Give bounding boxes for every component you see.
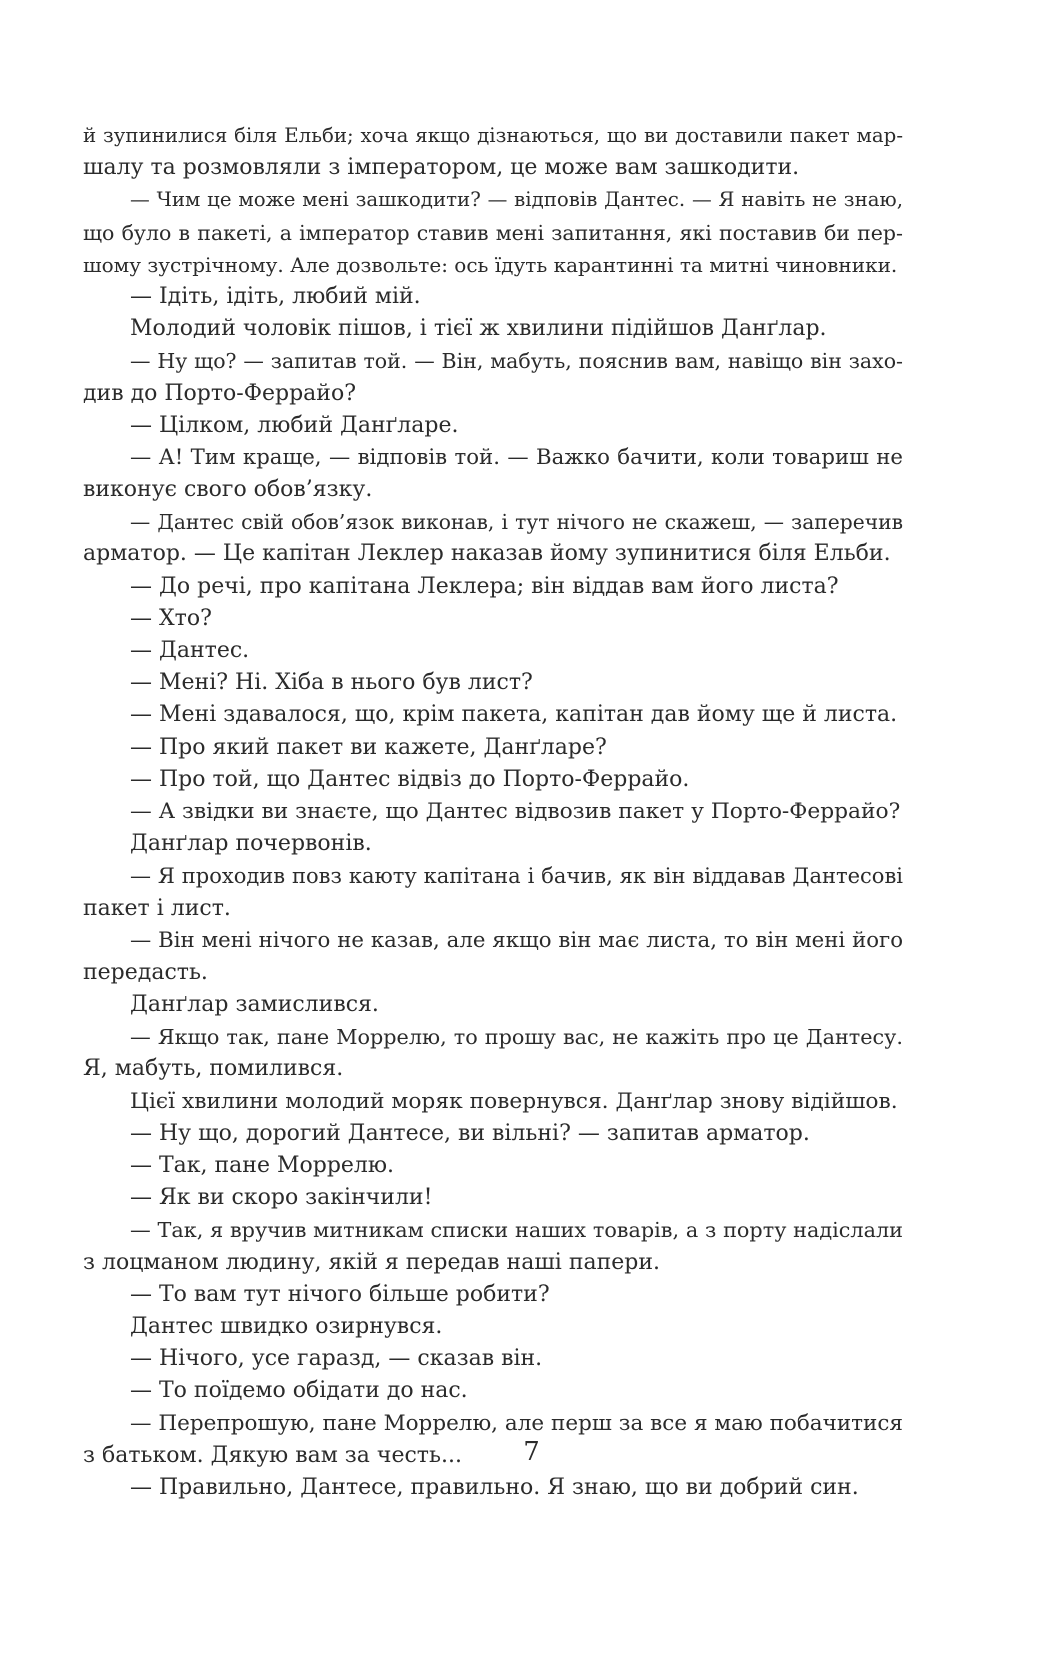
text-line: — Ідіть, ідіть, любий мій. [130, 283, 421, 309]
body-text [83, 120, 903, 1504]
page-number: 7 [523, 1437, 540, 1467]
text-line: — А звідки ви знаєте, що Дантес відвозив пакет у Порто-Феррайо? [130, 798, 901, 824]
text-line: — Нічого, усе гаразд, — сказав він. [130, 1346, 543, 1372]
text-line: — То вам тут нічого більше робити? [130, 1281, 550, 1307]
text-line: — Про який пакет ви кажете, Данґларе? [130, 734, 607, 760]
text-line: передасть. [83, 959, 208, 985]
text-line: Цієї хвилини молодий моряк повернувся. Данґлар знову відійшов. [130, 1088, 898, 1114]
text-line: — Перепрошую, пане Моррелю, але перш за все я маю побачитися [130, 1410, 903, 1436]
text-line: — Я проходив повз каюту капітана і бачив, як він віддавав Дантесові [130, 864, 903, 889]
text-line: — Так, пане Моррелю. [130, 1153, 395, 1178]
text-line: Данґлар замислився. [130, 992, 379, 1018]
text-line: — До речі, про капітана Леклера; він віддав вам його листа? [130, 573, 839, 599]
text-line: — Так, я вручив митникам списки наших товарів, а з порту надіслали [130, 1218, 903, 1243]
text-line: з лоцманом людину, якій я передав наші папери. [83, 1249, 661, 1275]
text-line: — Ну що? — запитав той. — Він, мабуть, пояснив вам, навіщо він захо- [130, 349, 903, 374]
text-line: з батьком. Дякую вам за честь... [83, 1442, 462, 1468]
text-line: див до Порто-Феррайо? [83, 380, 357, 406]
text-line: — Цілком, любий Данґларе. [130, 412, 459, 438]
text-line: що було в пакеті, а імператор ставив мені запитання, які поставив би пер- [83, 220, 903, 245]
text-line: — То поїдемо обідати до нас. [130, 1378, 468, 1404]
text-line: Я, мабуть, помилився. [83, 1056, 344, 1082]
text-line: — Мені здавалося, що, крім пакета, капітан дав йому ще й листа. [130, 702, 898, 728]
text-line: — Чим це може мені зашкодити? — відповів Дантес. — Я навіть не знаю, [130, 188, 903, 212]
text-line: — Хто? [130, 605, 212, 631]
text-line: арматор. — Це капітан Леклер наказав йому зупинитися біля Ельби. [83, 541, 891, 567]
text-line: — Дантес свій обов’язок виконав, і тут нічого не скажеш, — заперечив [130, 510, 903, 535]
text-line: — Мені? Ні. Хіба в нього був лист? [130, 670, 533, 696]
text-line: — Він мені нічого не казав, але якщо він має листа, то він мені його [130, 927, 903, 953]
text-line: — Правильно, Дантесе, правильно. Я знаю, що ви добрий син. [130, 1474, 859, 1500]
text-line: Молодий чоловік пішов, і тієї ж хвилини підійшов Данґлар. [130, 316, 827, 342]
text-line: — Як ви скоро закінчили! [130, 1185, 433, 1211]
text-line: шому зустрічному. Але дозвольте: ось їдуть карантинні та митні чиновники. [83, 252, 898, 277]
text-line: — Дантес. [130, 638, 250, 663]
text-line: шалу та розмовляли з імператором, це може вам зашкодити. [83, 155, 800, 181]
text-line: — Ну що, дорогий Дантесе, ви вільні? — запитав арматор. [130, 1120, 810, 1146]
text-line: — Якщо так, пане Моррелю, то прошу вас, не кажіть про це Дантесу. [130, 1025, 903, 1050]
text-line: — Про той, що Дантес відвіз до Порто-Феррайо. [130, 766, 690, 792]
text-line: Дантес швидко озирнувся. [130, 1313, 443, 1339]
text-line: Данґлар почервонів. [130, 831, 372, 857]
text-line: й зупинилися біля Ельби; хоча якщо дізнаються, що ви доставили пакет мар- [83, 124, 903, 147]
text-line: пакет і лист. [83, 895, 231, 921]
text-line: виконує свого обов’язку. [83, 477, 373, 503]
text-line: — А! Тим краще, — відповів той. — Важко бачити, коли товариш не [130, 444, 903, 470]
